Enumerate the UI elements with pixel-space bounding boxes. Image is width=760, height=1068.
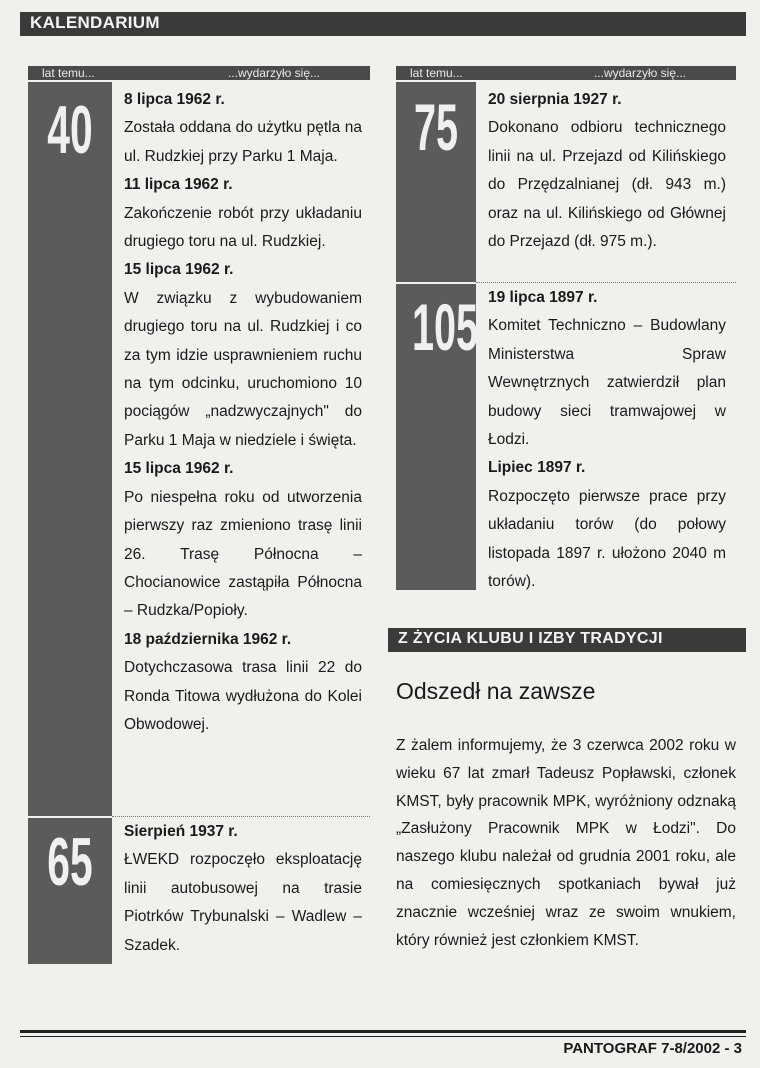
entry-list — [488, 284, 726, 596]
years-ago-number: 105 — [412, 290, 479, 364]
entry-text: W związku z wybudowaniem drugiego toru na ul. Rudzkiej i co za tym idzie usprawnieniem ruchu na tym odcinku, uruchomiono 10 pociągów „nadzwyczajnych" do Parku 1 Maja w niedziele i święta. — [124, 289, 362, 449]
subheader-right-label: ...wydarzyło się... — [227, 66, 320, 80]
entry-text: Dotychczasowa trasa linii 22 do Ronda Titowa wydłużona do Kolei Obwodowej. — [124, 659, 362, 733]
subheader-left-label: lat temu... — [410, 66, 463, 80]
entry — [488, 86, 726, 256]
section-title: Z ŻYCIA KLUBU I IZBY TRADYCJI — [398, 630, 663, 647]
years-ago-column — [28, 818, 112, 964]
section-header-kalendarium — [20, 12, 746, 36]
entry — [124, 256, 362, 455]
entry-list — [124, 86, 362, 739]
article-title: Odszedł na zawsze — [396, 678, 596, 704]
entry-text: Została oddana do użytku pętla na ul. Rudzkiej przy Parku 1 Maja. — [124, 119, 362, 165]
article-body: Z żalem informujemy, że 3 czerwca 2002 roku w wieku 67 lat zmarł Tadeusz Popławski, członek KMST, były pracownik MPK, wyróżniony odznaką „Zasłużony Pracownik MPK w Łodzi". Do naszego klubu należał od grudnia 2001 roku, ale na comiesięcznych spotkaniach bywał już znacznie wcześniej wraz ze swoim wnukiem, który również jest członkiem KMST. — [396, 737, 736, 949]
entry — [124, 455, 362, 625]
entry-date: Lipiec 1897 r. — [488, 459, 586, 477]
left-subheader — [28, 66, 370, 80]
entry-date: 20 sierpnia 1927 r. — [488, 91, 622, 108]
entry-text: Dokonano odbioru technicznego linii na ul. Przejazd od Kilińskiego do Przędzalnianej (dł. 943 m.) oraz na ul. Kilińskiego od Głównej do Przejazd (dł. 975 m.). — [488, 119, 726, 251]
right-subheader — [396, 66, 736, 80]
entry-text: Komitet Techniczno – Budowlany Ministerstwa Spraw Wewnętrznych zatwierdził plan budowy sieci tramwajowej w Łodzi. — [488, 317, 726, 449]
entry-date: Sierpień 1937 r. — [124, 823, 238, 840]
entry — [488, 454, 726, 596]
years-ago-column — [28, 82, 112, 816]
entry — [124, 171, 362, 256]
entry-date: 15 lipca 1962 r. — [124, 261, 234, 279]
entry-text: Po niespełna roku od utworzenia pierwszy raz zmieniono trasę linii 26. Trasę Północna – Chocianowice zastąpiła Północna – Rudzka/Popioły. — [124, 488, 362, 620]
entry — [124, 626, 362, 740]
entry-date: 11 lipca 1962 r. — [124, 176, 233, 194]
footer-rule — [20, 1036, 746, 1037]
years-ago-column — [396, 82, 476, 282]
divider — [476, 282, 736, 283]
entry — [488, 284, 726, 454]
years-ago-column — [396, 284, 479, 590]
entry-date: 15 lipca 1962 r. — [124, 460, 234, 478]
divider — [112, 816, 370, 817]
footer-rule — [20, 1030, 746, 1033]
section-title: KALENDARIUM — [30, 13, 160, 32]
entry — [124, 86, 362, 171]
entry-date: 19 lipca 1897 r. — [488, 289, 598, 306]
years-ago-number: 75 — [413, 90, 459, 164]
years-ago-number: 40 — [47, 92, 93, 168]
entry-date: 18 października 1962 r. — [124, 630, 292, 648]
entry-text: ŁWEKD rozpoczęło eksploatację linii autobusowej na trasie Piotrków Trybunalski – Wadlew – Szadek. — [124, 851, 362, 954]
entry — [124, 818, 362, 960]
entry-text: Rozpoczęto pierwsze prace przy układaniu torów (do połowy listopada 1897 r. ułożono 2040 m torów). — [488, 487, 726, 591]
entry-date: 8 lipca 1962 r. — [124, 91, 225, 108]
footer-text: PANTOGRAF 7-8/2002 - 3 — [563, 1040, 742, 1057]
years-ago-number: 65 — [47, 824, 93, 900]
entry-list — [124, 818, 362, 960]
section-header-club — [388, 628, 746, 652]
entry-list — [488, 86, 726, 256]
subheader-left-label: lat temu... — [42, 66, 95, 80]
entry-text: Zakończenie robót przy układaniu drugiego toru na ul. Rudzkiej. — [124, 204, 362, 251]
subheader-right-label: ...wydarzyło się... — [593, 66, 686, 80]
